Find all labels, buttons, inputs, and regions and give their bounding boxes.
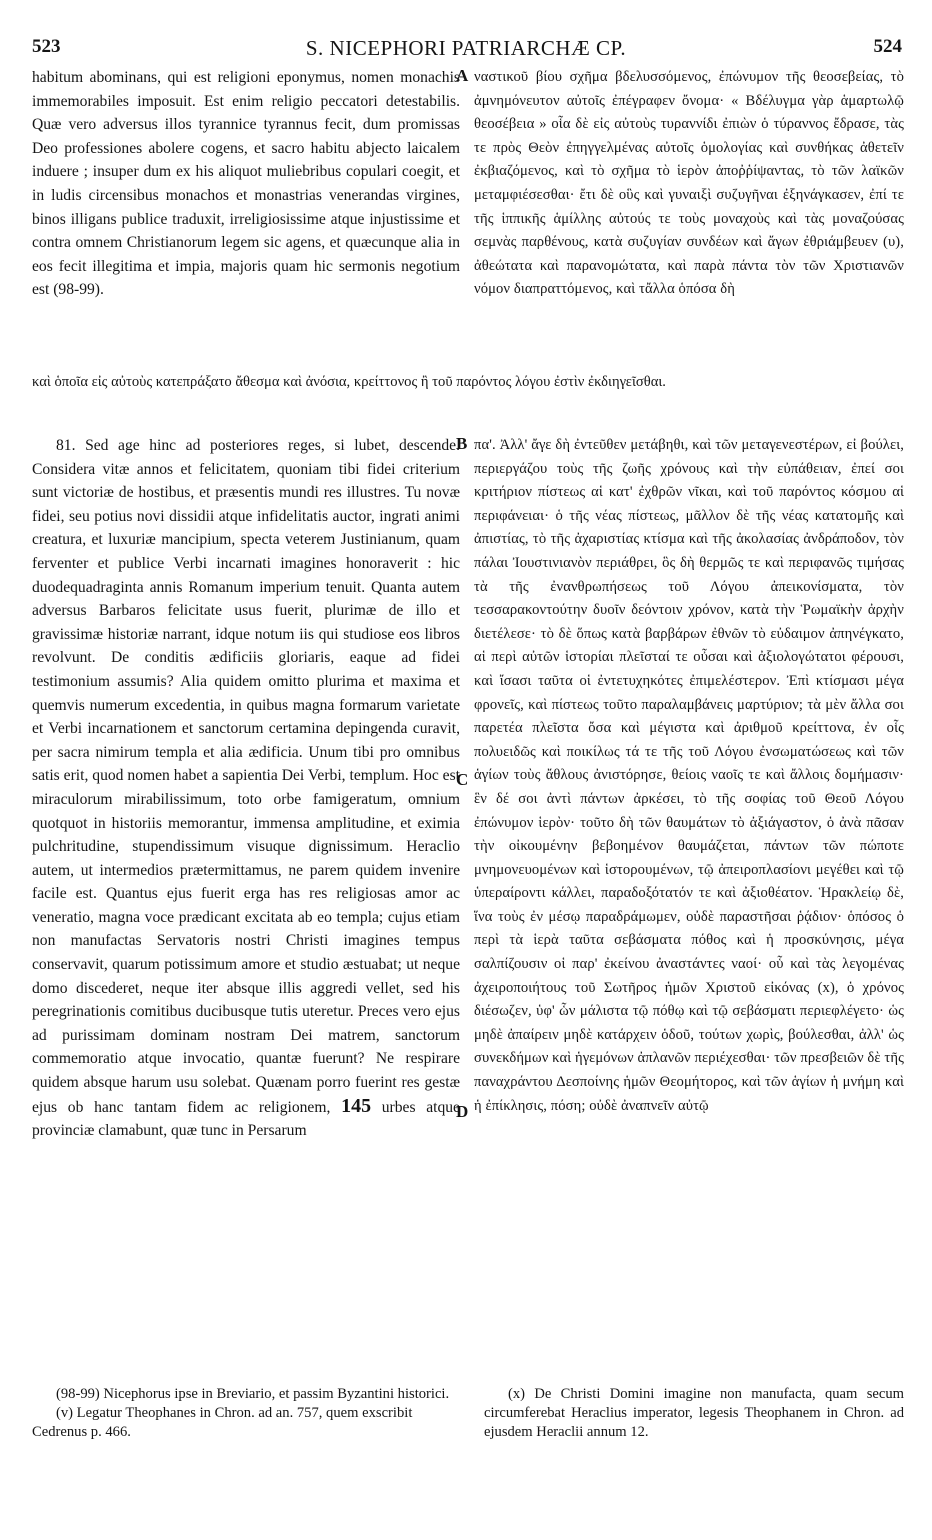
- latin-main-text: 81. Sed age hinc ad posteriores reges, si lubet, descende. Considera vitæ annos et felicitatem, quoniam tibi fidei criterium sunt victoriæ de hostibus, et præsentis mundi res illustres. Tu novæ fidei, seu potius novi dissidii atque infidelitatis auctor, ingrati animi creatura, et luxuriæ mancipium, specta veterem Justinianum, quam ferventer et publice Verbi incarnati imagines honoraverit : hic duodequadraginta annis Romanum imperium tenuit. Quanta autem adversus Barbaros felicitate usus fuerit, plurimæ de illo et gravissimæ historiæ narrant, idque notum iis qui studiose eos libros revolvunt. De conditis ædificiis gloriaris, eaque ad fidei testimonium assumis? Alia quidem omitto plurima et maxima et quemvis numerum excedentia, in quibus magna formarum varietate et Verbi incarnationem et sanctorum certamina depingenda curavit, per sacra nimirum templa et alia ædificia. Unum tibi pro omnibus satis erit, quod nomen habet a sapientia Dei Verbi, templum. Hoc est miraculorum mirabilissimum, toto orbe famigeratum, omnium quotquot in historiis memorantur, immensa amplitudine, et eximia pulchritudine, stupendissimum visuque dignissimum. Heraclio autem, ut intermedios prætermittamus, ne parem quidem invenire facile est. Quantus ejus fuerit erga has res religiosas amor ac veneratio, magna voce prædicant excitata ab eo templa; cujus etiam non manufactas Servatoris nostri Christi imagines tempus conservavit, quarum potissimum amore et studio æstuabat; ut neque domo discederet, neque iter absque illis aggredi vellet, sed his peregrinationis comitibus ducibusque tutis uteretur. Preces vero ejus ad purissimam dominam nostram Dei matrem, sanctorum commemoratio atque invocatio, quantæ fuerunt? Ne respirare quidem absque harum usu solebat. Quænam porro fuerint res gestæ ejus ob hanc tantam fidem ac religionem,: [32, 437, 460, 1116]
- margin-marker-b: B: [456, 434, 468, 453]
- running-title: S. NICEPHORI PATRIARCHÆ CP.: [305, 36, 627, 60]
- latin-column-main: [32, 434, 460, 1354]
- latin-main-end: urbes atque provinciæ clamabunt, quæ tunc in Persarum: [32, 1098, 460, 1140]
- footnote: (98-99) Nicephorus ipse in Breviario, et passim Byzantini historici.: [56, 1386, 450, 1402]
- greek-paragraph-top: ναστικοῦ βίου σχῆμα βδελυσσόμενος, ἐπώνυμον τῆς θεοσεβείας, τὸ ἀμνημόνευτον αὐτοῖς ἐπέγραφεν ὄνομα· « Βδέλυγμα γὰρ ἁμαρτωλῷ θεοσέβεια » οἷα δὲ εἰς αὐτοὺς τυραννίδι ἐπιὼν ὁ τύραννος ἔδρασε, τὰς τε πρὸς Θεὸν ἐπηγγελμένας αὐτοῖς ὁμολογίας καὶ συνθήκας ἀθετεῖν ἐκβιαζόμενος, καὶ τὸ σχῆμα τὸ ἱερὸν ἀποῤῥίψαντας, τὸ τῶν λαϊκῶν μεταμφιέσεσθαι· ἔτι δὲ οὓς καὶ γυναιξὶ συζυγῆναι ἐξηνάγκασεν, ἐπί τε τῆς ἱππικῆς ἁμίλλης αὐτούς τε τοὺς μοναχοὺς καὶ τὰς μοναζούσας σεμνὰς παρθένους, κατὰ συζυγίαν συνδέων καὶ ἄγων ἐθριάμβευεν (υ), ἀθεώτατα καὶ παρανομώτατα, καὶ παρὰ πάντα τὸν τῶν Χριστιανῶν νόμον διαπραττόμενος, καὶ τἄλλα ὁπόσα δὴ: [474, 69, 904, 298]
- column-number: 145: [341, 1094, 372, 1117]
- latin-paragraph-top: habitum abominans, qui est religioni eponymus, nomen monachis immemorabiles imposuit. Est enim religio peccatori detestabilis. Quæ vero adversus illos tyrannice tyrannus fecit, dum promissas Deo professiones abolere cogens, et sacro habitu abjecto laicalem induere ; insuper dum ex his aliquot muliebribus copulari coegit, et in ludis circensibus monachos et monastrias venerandas virgines, binos illigans publice traduxit, irreligiosissime atque injustissime et contra omnem Christianorum legem sic agens, et quæcunque alia in eos fecit illegitima et impia, majoris quam hic sermonis negotium est (98-99).: [32, 69, 460, 299]
- latin-column-top: [32, 66, 460, 372]
- footnotes-right: [484, 1385, 904, 1442]
- margin-marker-c: C: [456, 770, 469, 789]
- margin-marker-d: D: [456, 1102, 469, 1121]
- latin-paragraph-main: [32, 434, 460, 1143]
- greek-paragraph-main: πα'. Ἀλλ' ἄγε δὴ ἐντεῦθεν μετάβηθι, καὶ τῶν μεταγενεστέρων, εἰ βούλει, περιεργάζου τοὺς τῆς ζωῆς χρόνους καὶ τὴν εὐπάθειαν, ἐπεί σοι κριτήριον πίστεως αἱ κατ' ἐχθρῶν νῖκαι, καὶ τοῦ παρόντος κόσμου αἱ περιφάνειαι· ὁ τῆς νέας πίστεως, μᾶλλον δὲ τῆς νέας κατατομῆς καὶ ἀπιστίας, τὸ τῆς ἀχαριστίας κτίσμα καὶ τῆς ἀκολασίας ἀνδράποδον, τὸν πάλαι Ἰουστινιανὸν περιάθρει, ὃς δὴ θερμῶς τε καὶ περιφανῶς τιμήσας τὰ τῆς ἐνανθρωπήσεως τοῦ Λόγου ἀπεικονίσματα, τὸν τεσσαρακοντούτην δυοῖν δεόντοιν χρόνον, κατὰ τὴν Ῥωμαϊκὴν ἀρχὴν διετέλεσε· τὸ δὲ ὅπως κατὰ βαρβάρων ἐθνῶν τὸ εὐδαιμον ἀπηνέγκατο, αἱ περὶ αὐτῶν ἱστορίαι πλεῖσταί τε οὖσαι καὶ ἀξιολογώτατοι φέρουσι, καὶ ἴσασι ταῦτα οἱ ἐντετυχηκότες ἐπιμελέστερον. Ἐπὶ κτίσμασι μέγα φρονεῖς, καὶ πίστεως τοῦτο παραλαμβάνεις μαρτύριον; τὰ μὲν ἄλλα σοι παρετέα πλεῖστα ὄσα καὶ μέγιστα καὶ ἀριθμοῦ κρείττονα, ἐν οἷς πολυειδῶς καὶ ποικίλως τά τε τῆς τοῦ Λόγου ἐνσωματώσεως καὶ τῶν ἁγίων τοὺς ἄθλους ἀνιστόρησε, θείοις ναοῖς τε καὶ ἄλλοις δομήμασιν· ἓν δέ σοι ἀντὶ πάντων ἀρκέσει, τὸ τῆς σοφίας τοῦ Θεοῦ Λόγου ἐπώνυμον ἱερὸν· τοῦτο δὴ τῶν θαυμάτων τὸ ἀξιάγαστον, ὁ ἀνὰ πᾶσαν τὴν οἰκουμένην βεβοημένον θαυμάζεται, πάντων τῶν πώποτε μνημονευομένων καὶ ἱστορουμένων, τῷ ἀπειροπλασίονι μεγέθει καὶ τῷ ὑπεραίροντι κάλλει, παραδοξότατόν τε καὶ ἀξιοθέατον. Ἡρακλείῳ δὲ, ἵνα τοὺς ἐν μέσῳ παραδράμωμεν, οὐδὲ παραστῆσαι ῥᾴδιον· ὁπόσος ὁ περὶ τὰ ἱερὰ ταῦτα σεβάσματα πόθος καὶ ἡ προσκύνησις, μέγα σαλπίζουσιν οἱ παρ' ἐκείνου ἀναστάντες ναοί· οὗ καὶ τὰς λεγομένας ἀχειροποιήτους τοῦ Σωτῆρος ἡμῶν Χριστοῦ εἰκόνας (x), ὁ χρόνος διέσωζεν, ὑφ' ὧν μάλιστα τῷ πόθῳ καὶ τῷ σεβάσματι περιεφλέγετο· ὡς μηδὲ ἀπαίρειν μηδὲ κατάρχειν ὁδοῦ, τούτων χωρὶς, βούλεσθαι, ἀλλ' ὡς συνεκδήμων καὶ ἡγεμόνων ἀπλανῶν περιέχεσθαι· τῶν πρεσβειῶν δὲ τῆς παναχράντου Δεσποίνης ἡμῶν Θεομήτορος, καὶ τῶν ἁγίων ἡ μνήμη καὶ ἡ ἐπίκλησις, πόση; οὐδὲ ἀναπνεῖν αὐτῷ: [474, 437, 904, 1114]
- footnote: (v) Legatur Theophanes in Chron. ad an. 757, quem exscribit Cedrenus p. 466.: [32, 1405, 413, 1440]
- left-page-number: 523: [32, 36, 61, 57]
- greek-column-main: [474, 434, 904, 1354]
- footnote: (x) De Christi Domini imagine non manufacta, quam secum circumferebat Heraclius imperator, legesis Theophanem in Chron. ad ejusdem Heraclii annum 12.: [484, 1386, 904, 1440]
- greek-column-top: [474, 66, 904, 372]
- footnotes-left: [32, 1385, 468, 1442]
- right-page-number: 524: [873, 36, 902, 57]
- margin-marker-a: A: [456, 66, 469, 85]
- greek-spanning-line: καὶ ὁποῖα εἰς αὐτοὺς κατεπράξατο ἄθεσμα καὶ ἀνόσια, κρείττονος ἢ τοῦ παρόντος λόγου ἐστὶν ἐκδιηγεῖσθαι.: [32, 374, 666, 390]
